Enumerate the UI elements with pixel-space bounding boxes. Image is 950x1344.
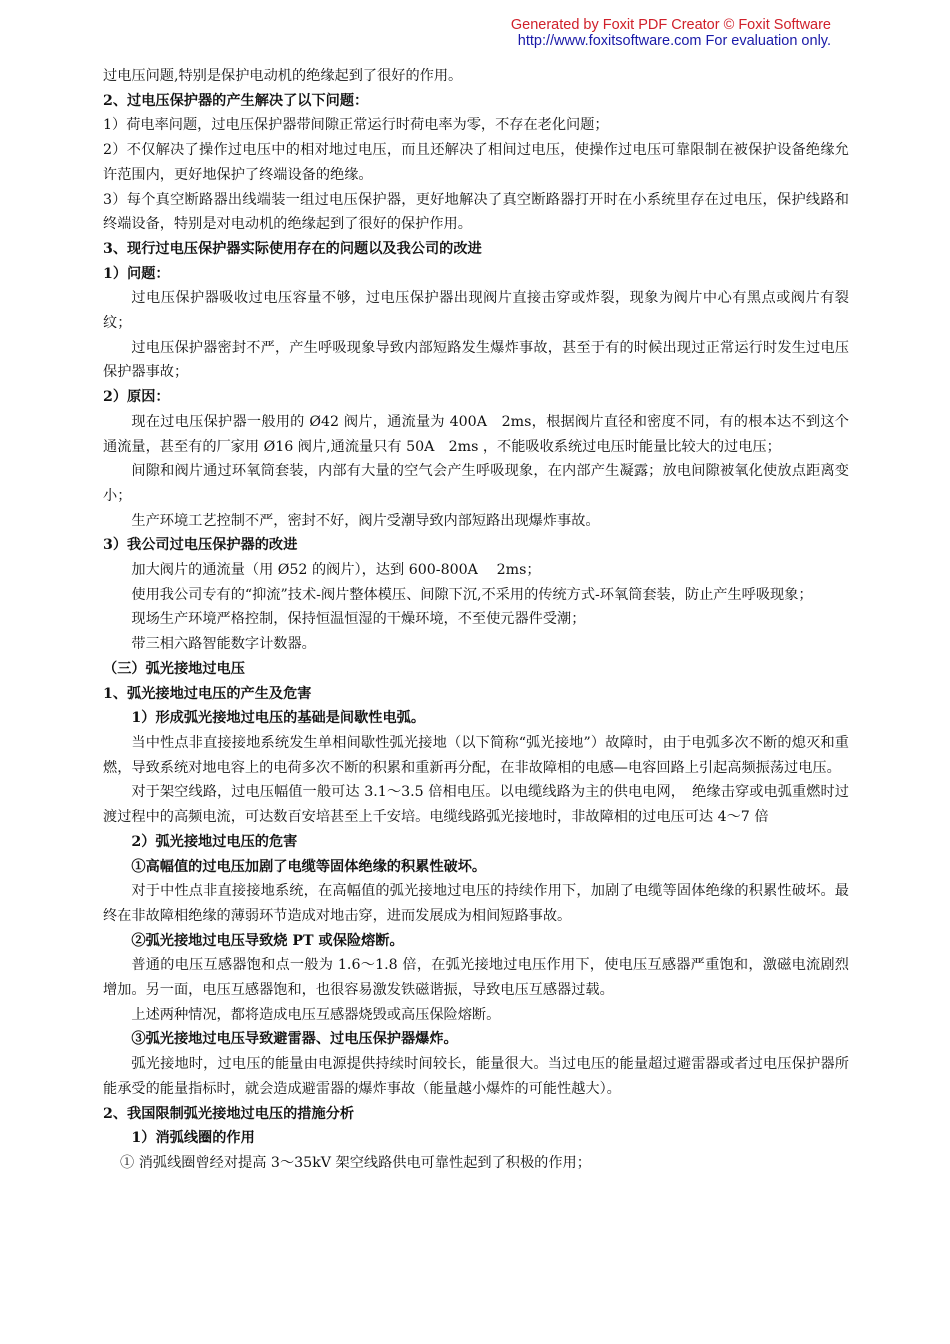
paragraph: 3）每个真空断路器出线端装一组过电压保护器，更好地解决了真空断路器打开时在小系统里存在过电压，保护线路和终端设备，特别是对电动机的绝缘起到了很好的保护作用。 <box>103 191 849 233</box>
paragraph: 过电压问题,特别是保护电动机的绝缘起到了很好的作用。 <box>103 68 463 84</box>
section-heading: （三）弧光接地过电压 <box>103 660 245 677</box>
section-heading: ③弧光接地过电压导致避雷器、过电压保护器爆炸。 <box>131 1031 458 1048</box>
section-heading: 1、弧光接地过电压的产生及危害 <box>103 685 312 702</box>
section-heading: 1）消弧线圈的作用 <box>131 1130 255 1147</box>
paragraph: 上述两种情况，都将造成电压互感器烧毁或高压保险熔断。 <box>131 1006 501 1023</box>
paragraph: 使用我公司专有的“抑流”技术-阀片整体模压、间隙下沉,不采用的传统方式-环氧筒套装，防止产生呼吸现象； <box>131 586 813 603</box>
paragraph: 普通的电压互感器饱和点一般为 1.6～1.8 倍，在弧光接地过电压作用下，使电压互感器严重饱和，激磁电流剧烈增加。另一面，电压互感器饱和，也很容易激发铁磁谐振，导致电压互感器过载。 <box>103 957 849 999</box>
watermark-line-2: http://www.foxitsoftware.com For evaluation only. <box>517 33 831 49</box>
document-body <box>103 64 849 1176</box>
paragraph: 过电压保护器吸收过电压容量不够，过电压保护器出现阀片直接击穿或炸裂，现象为阀片中心有黑点或阀片有裂纹； <box>103 290 849 332</box>
paragraph: 现在过电压保护器一般用的 Ø42 阀片，通流量为 400A 2ms，根据阀片直径和密度不同，有的根本达不到这个通流量，甚至有的厂家用 Ø16 阀片,通流量只有 50A 2ms ，不能吸收系统过电压时能量比较大的过电压； <box>103 413 849 455</box>
paragraph: 2）不仅解决了操作过电压中的相对地过电压，而且还解决了相间过电压，使操作过电压可靠限制在被保护设备绝缘允许范围内，更好地保护了终端设备的绝缘。 <box>103 142 849 183</box>
paragraph: 弧光接地时，过电压的能量由电源提供持续时间较长，能量很大。当过电压的能量超过避雷器或者过电压保护器所能承受的能量指标时，就会造成避雷器的爆炸事故（能量越小爆炸的可能性越大）。 <box>103 1056 849 1097</box>
section-heading: ①高幅值的过电压加剧了电缆等固体绝缘的积累性破坏。 <box>131 858 487 875</box>
paragraph: 生产环境工艺控制不严，密封不好，阀片受潮导致内部短路出现爆炸事故。 <box>131 512 600 529</box>
paragraph: 现场生产环境严格控制，保持恒温恒湿的干燥环境，不至使元器件受潮； <box>131 611 586 628</box>
section-heading: 2）弧光接地过电压的危害 <box>131 833 298 850</box>
paragraph: 带三相六路智能数字计数器。 <box>131 636 316 653</box>
paragraph: 加大阀片的通流量（用 Ø52 的阀片），达到 600-800A 2ms； <box>131 562 541 579</box>
section-heading: 1）问题： <box>103 265 170 282</box>
section-heading: 1）形成弧光接地过电压的基础是间歇性电弧。 <box>131 710 426 727</box>
paragraph: 当中性点非直接接地系统发生单相间歇性弧光接地（以下简称“弧光接地”）故障时，由于电弧多次不断的熄灭和重燃，导致系统对地电容上的电荷多次不断的积累和重新再分配，在非故障相的电感—电容回路上引起高频振荡过电压。 <box>103 734 849 776</box>
paragraph: 对于中性点非直接接地系统，在高幅值的弧光接地过电压的持续作用下，加剧了电缆等固体绝缘的积累性破坏。最终在非故障相绝缘的薄弱环节造成对地击穿，进而发展成为相间短路事故。 <box>103 883 849 924</box>
section-heading: ②弧光接地过电压导致烧 PT 或保险熔断。 <box>131 932 404 949</box>
section-heading: 3）我公司过电压保护器的改进 <box>103 537 298 554</box>
paragraph: 对于架空线路，过电压幅值一般可达 3.1～3.5 倍相电压。以电缆线路为主的供电电网， 绝缘击穿或电弧重燃时过渡过程中的高频电流，可达数百安培甚至上千安培。电缆线路弧光接地时，非故障相的过电压可达 4～7 倍 <box>103 784 849 826</box>
watermark-line-1: Generated by Foxit PDF Creator © Foxit Software <box>510 17 831 33</box>
paragraph: 1）荷电率问题，过电压保护器带间隙正常运行时荷电率为零，不存在老化问题； <box>103 117 609 134</box>
section-heading: 2、我国限制弧光接地过电压的措施分析 <box>103 1105 355 1122</box>
paragraph: ① 消弧线圈曾经对提高 3～35kV 架空线路供电可靠性起到了积极的作用； <box>120 1154 591 1171</box>
paragraph: 过电压保护器密封不严，产生呼吸现象导致内部短路发生爆炸事故，甚至于有的时候出现过正常运行时发生过电压保护器事故； <box>103 339 849 381</box>
section-heading: 3、现行过电压保护器实际使用存在的问题以及我公司的改进 <box>103 240 482 257</box>
section-heading: 2、过电压保护器的产生解决了以下问题： <box>103 92 369 109</box>
paragraph: 间隙和阀片通过环氧筒套装，内部有大量的空气会产生呼吸现象，在内部产生凝露；放电间隙被氧化使放点距离变小； <box>103 463 849 504</box>
section-heading: 2）原因： <box>103 389 170 406</box>
foxit-watermark <box>511 17 831 49</box>
